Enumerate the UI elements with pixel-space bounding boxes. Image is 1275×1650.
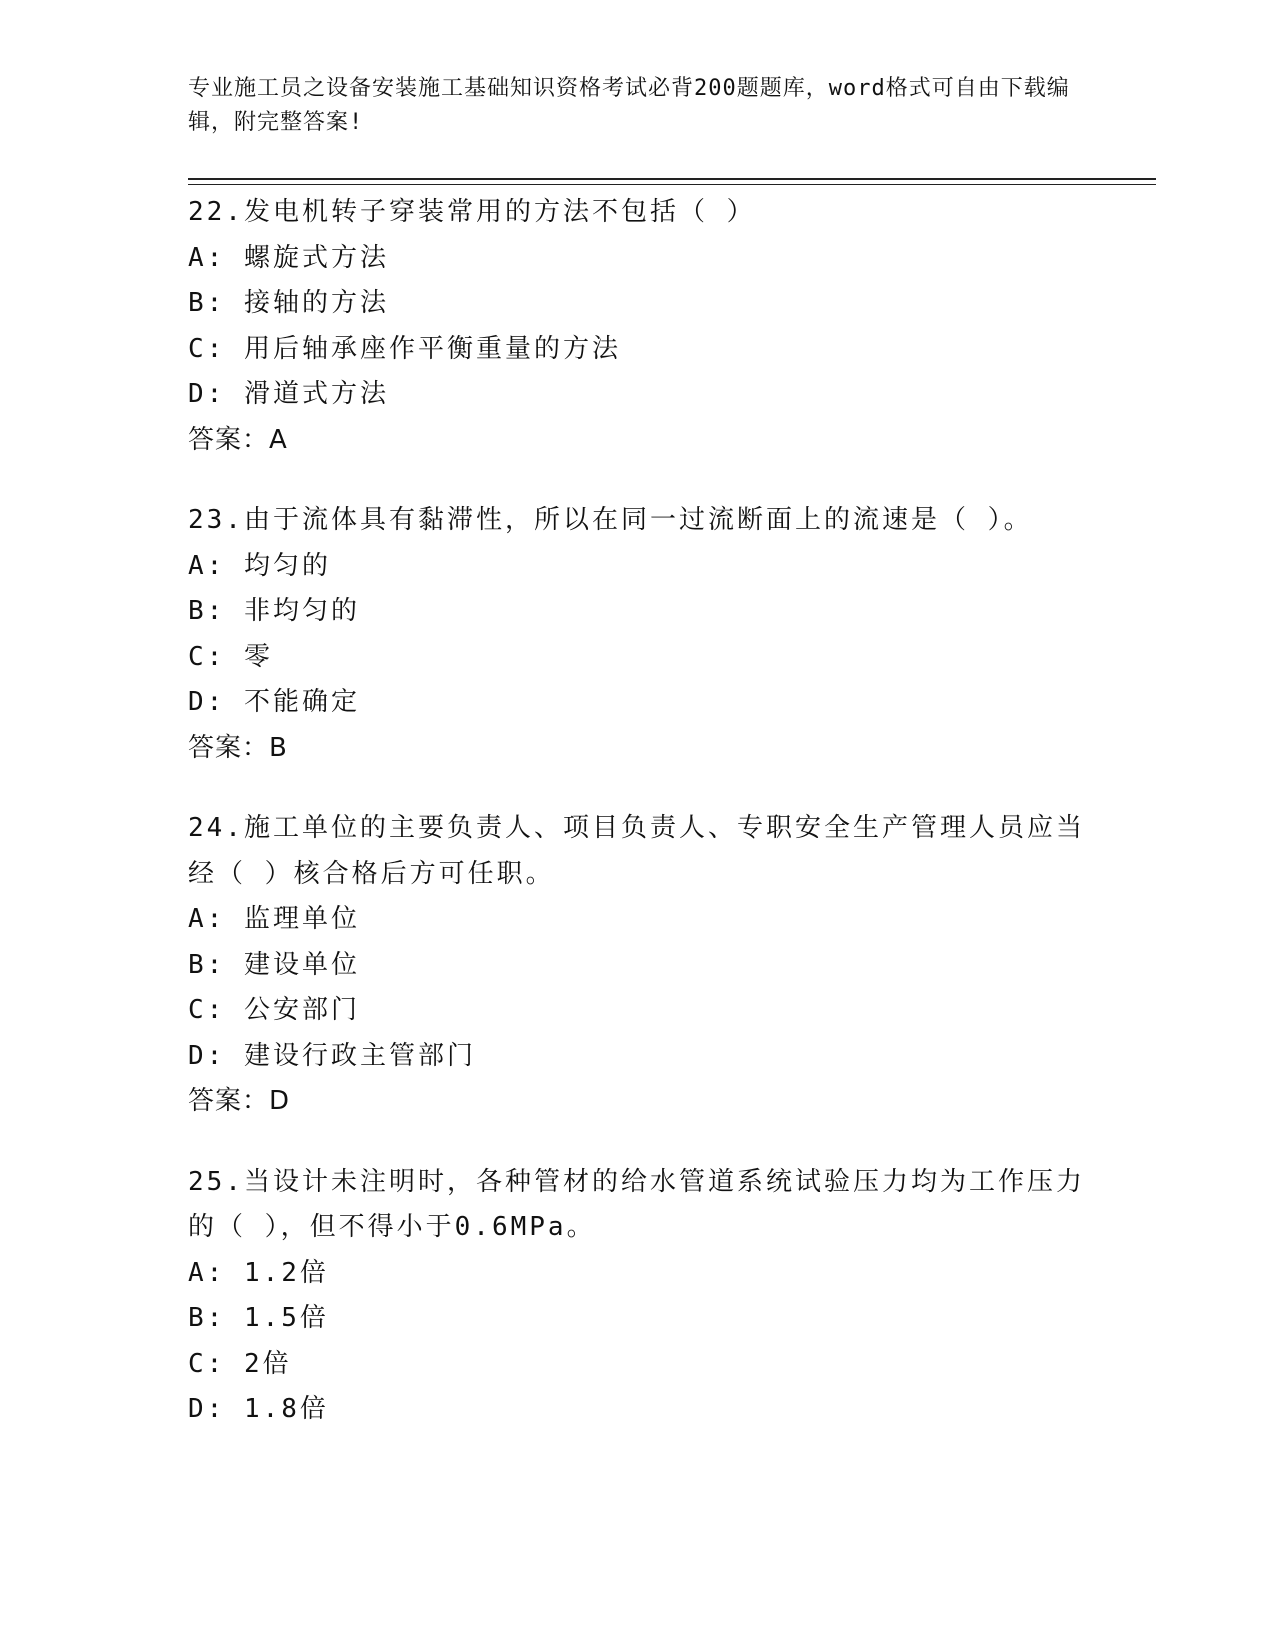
- option-a: A: 均匀的: [188, 550, 331, 581]
- option-d: D: 滑道式方法: [188, 379, 389, 409]
- question-stem: 23.由于流体具有黏滞性，所以在同一过流断面上的流速是（ ）。: [188, 505, 1033, 535]
- question-24: [188, 806, 1088, 1125]
- option-a: A: 1.2倍: [188, 1257, 329, 1288]
- option-d: D: 建设行政主管部门: [188, 1040, 476, 1071]
- option-b: B: 接轴的方法: [188, 288, 389, 318]
- option-b: B: 非均匀的: [188, 596, 360, 626]
- option-d: D: 不能确定: [188, 687, 360, 717]
- question-22: [188, 190, 1088, 463]
- answer-line: 答案：B: [188, 732, 288, 763]
- option-d: D: 1.8倍: [188, 1394, 329, 1424]
- option-b: B: 1.5倍: [188, 1303, 329, 1333]
- question-stem: 24.施工单位的主要负责人、项目负责人、专职安全生产管理人员应当经（ ）核合格后方可任职。: [188, 813, 1085, 889]
- document-header: 专业施工员之设备安装施工基础知识资格考试必背200题题库，word格式可自由下载编辑，附完整答案!: [188, 76, 1070, 135]
- option-a: A: 监理单位: [188, 904, 360, 934]
- question-25: [188, 1160, 1088, 1433]
- question-stem: 25.当设计未注明时，各种管材的给水管道系统试验压力均为工作压力的（ ），但不得小于0.6MPa。: [188, 1166, 1085, 1242]
- answer-line: 答案：A: [188, 424, 288, 455]
- option-c: C: 2倍: [188, 1348, 292, 1379]
- question-list: [188, 190, 1088, 1468]
- option-b: B: 建设单位: [188, 949, 360, 980]
- answer-line: 答案：D: [188, 1086, 291, 1116]
- question-stem: 22.发电机转子穿装常用的方法不包括（ ）: [188, 197, 756, 227]
- header-divider-thick: [188, 178, 1156, 180]
- option-c: C: 用后轴承座作平衡重量的方法: [188, 333, 621, 364]
- option-c: C: 零: [188, 641, 273, 672]
- header-divider-thin: [188, 184, 1156, 185]
- question-23: [188, 498, 1088, 771]
- option-c: C: 公安部门: [188, 995, 360, 1025]
- option-a: A: 螺旋式方法: [188, 242, 389, 273]
